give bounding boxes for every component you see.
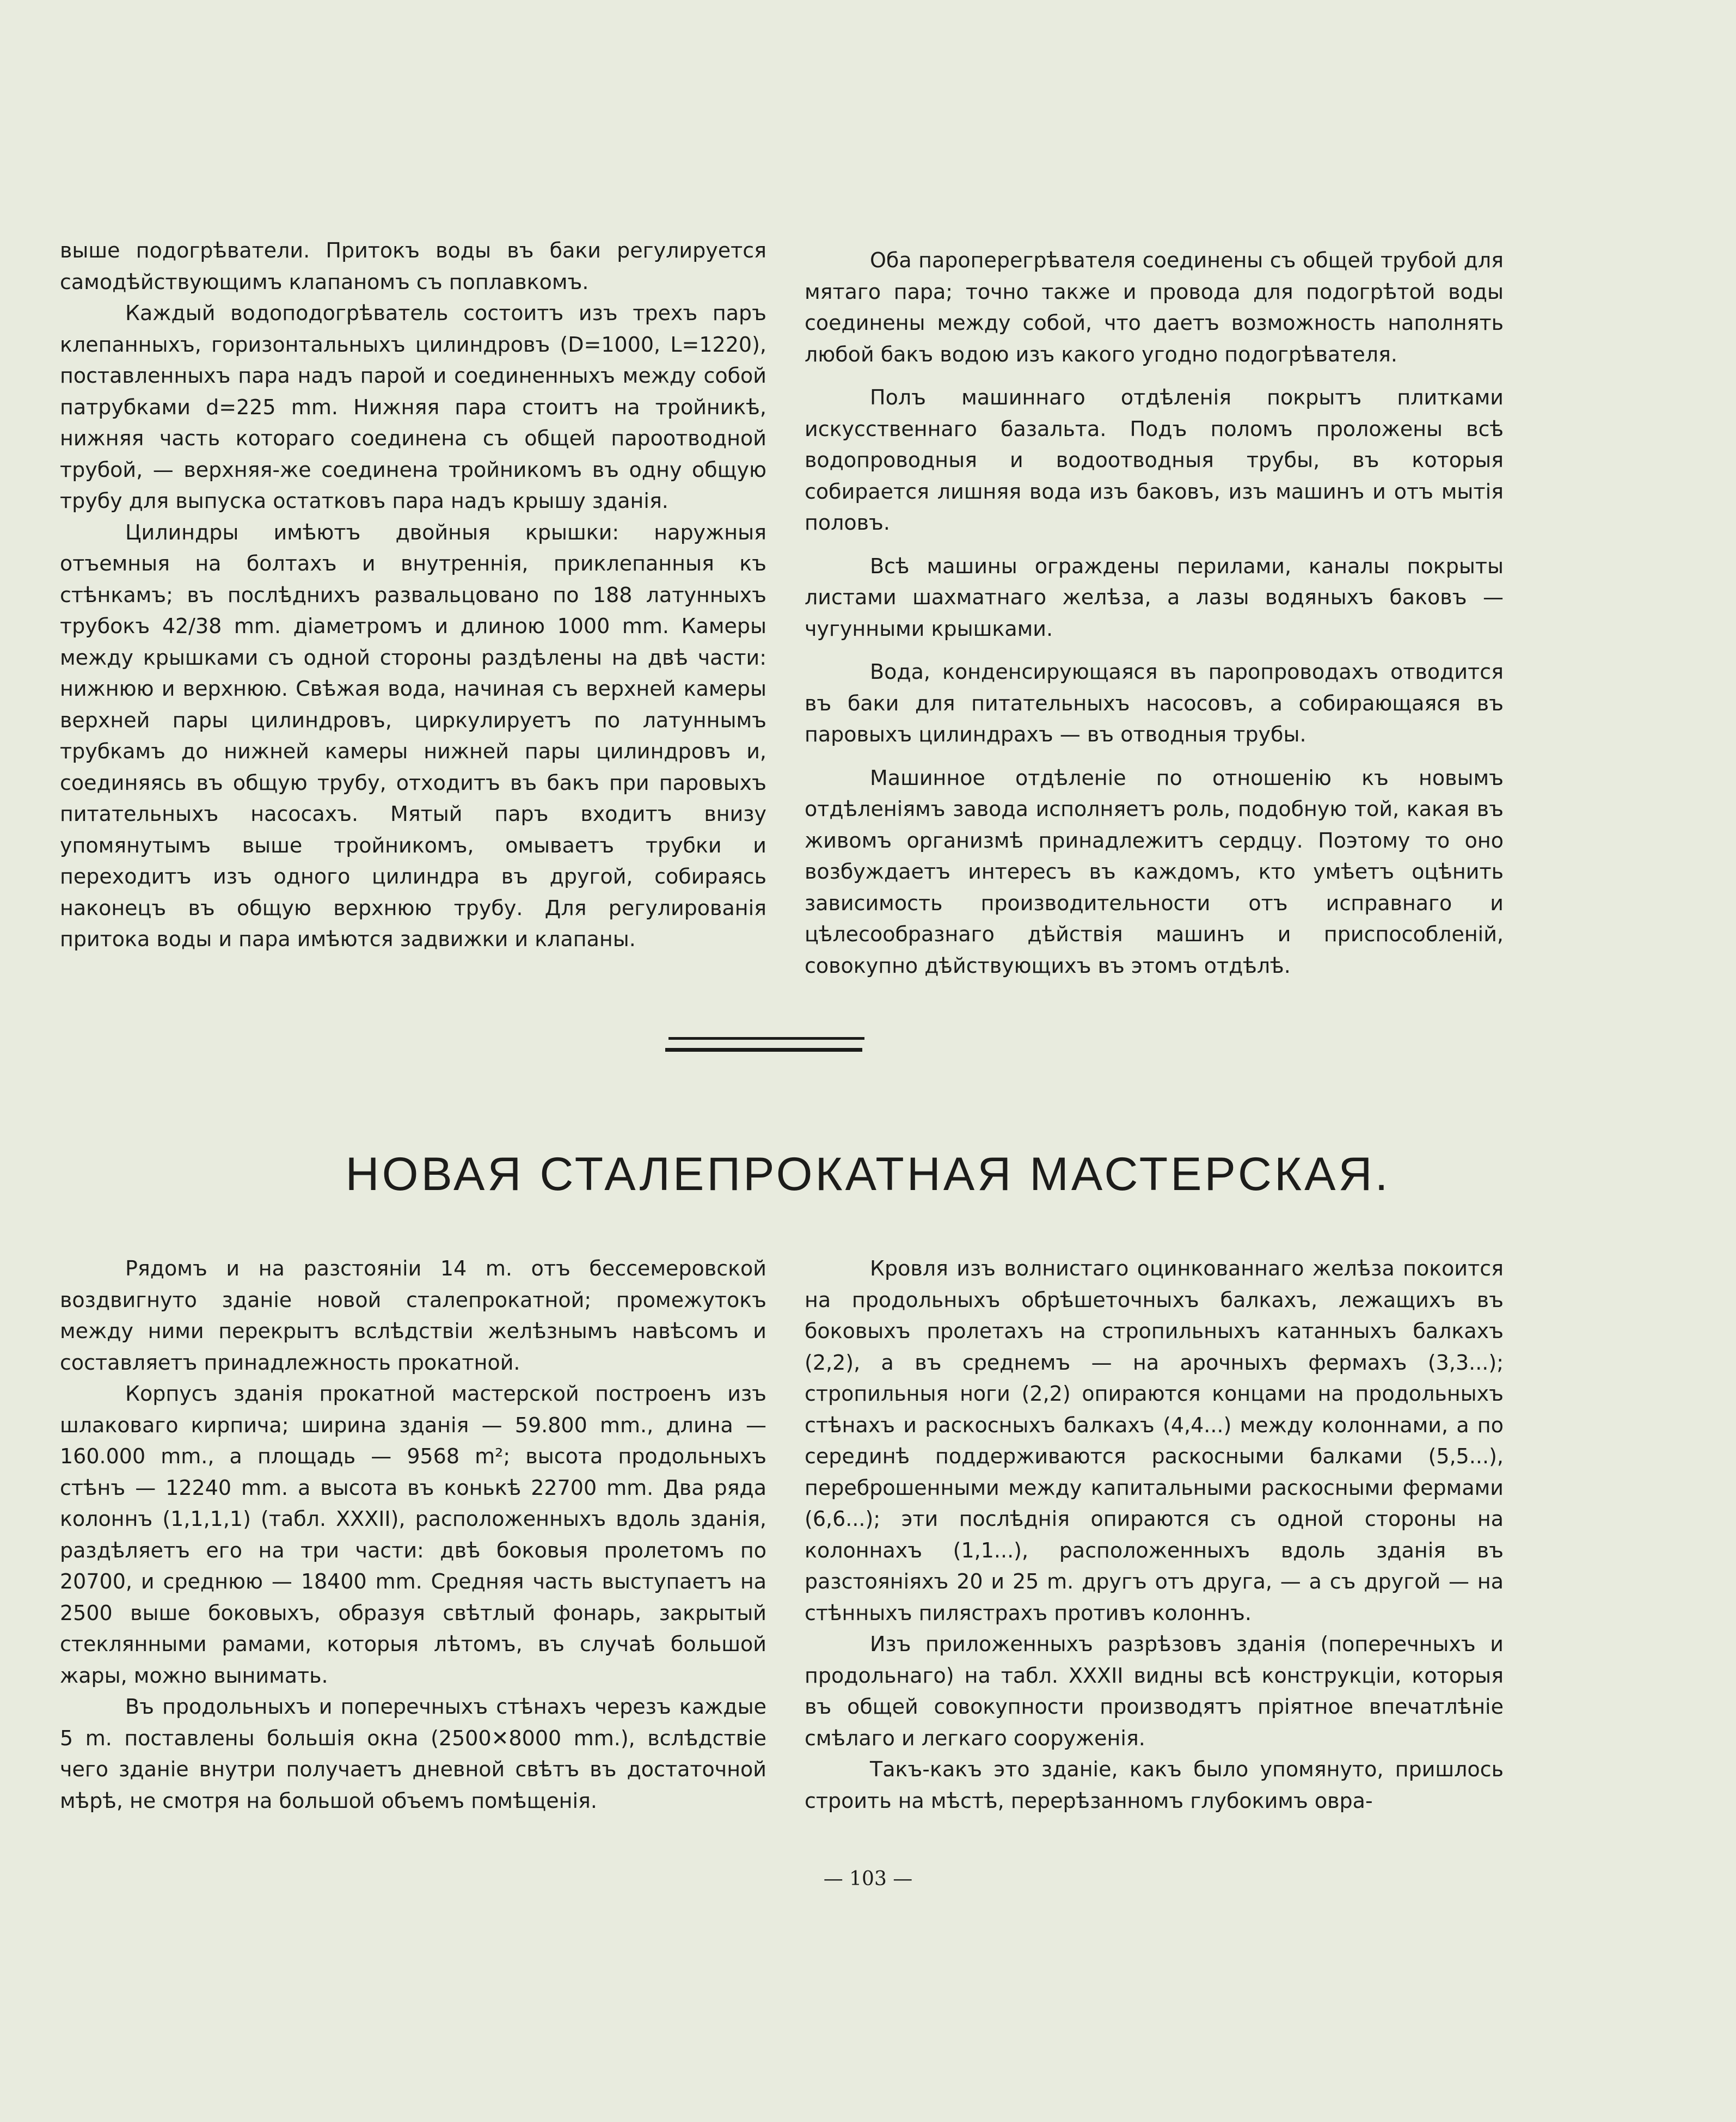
paragraph: Такъ-какъ это зданіе, какъ было упомянуто, пришлось строить на мѣстѣ, перерѣзанномъ глубокимъ овра- (805, 1757, 1504, 1813)
paragraph: выше подогрѣватели. Притокъ воды въ баки регулируется самодѣйствующимъ клапаномъ съ поплавкомъ. (60, 238, 766, 294)
paragraph: Машинное отдѣленіе по отношенію къ новымъ отдѣленіямъ завода исполняетъ роль, подобную той, какая въ живомъ организмѣ принадлежитъ сердцу. Поэтому то оно возбуждаетъ интересъ въ каждомъ, кто умѣетъ оцѣнить зависимость производительности отъ исправнаго и цѣлесообразнаго дѣйствія машинъ и приспособленій, совокупно дѣйствующихъ въ этомъ отдѣлѣ. (805, 765, 1504, 978)
paragraph: Корпусъ зданія прокатной мастерской построенъ изъ шлаковаго кирпича; ширина зданія — 59.800 mm., длина — 160.000 mm., а площадь — 9568 m²; высота продольныхъ стѣнъ — 12240 mm. а высота въ конькѣ 22700 mm. Два ряда колоннъ (1,1,1,1) (табл. XXXII), расположенныхъ вдоль зданія, раздѣляетъ его на три части: двѣ боковыя пролетомъ по 20700, и среднюю — 18400 mm. Средняя часть выступаетъ на 2500 выше боковыхъ, образуя свѣтлый фонарь, закрытый стеклянными рамами, которыя лѣтомъ, въ случаѣ большой жары, можно вынимать. (60, 1382, 766, 1688)
paragraph: Всѣ машины ограждены перилами, каналы покрыты листами шахматнаго желѣза, а лазы водяныхъ баковъ — чугунными крышками. (805, 554, 1504, 641)
section-divider-bottom (665, 1048, 862, 1052)
paragraph: Цилиндры имѣютъ двойныя крышки: наружныя отъемныя на болтахъ и внутреннія, приклепанныя къ стѣнкамъ; въ послѣднихъ развальцовано по 188 латунныхъ трубокъ 42/38 mm. діаметромъ и длиною 1000 mm. Камеры между крышками съ одной стороны раздѣлены на двѣ части: нижнюю и верхнюю. Свѣжая вода, начиная съ верхней камеры верхней пары цилиндровъ, циркулируетъ по латуннымъ трубкамъ до нижней камеры нижней пары цилиндровъ и, соединяясь въ общую трубу, отходитъ въ бакъ при паровыхъ питательныхъ насосахъ. Мятый паръ входитъ внизу упомянутымъ выше тройникомъ, омываетъ трубки и переходитъ изъ одного цилиндра въ другой, собираясь наконецъ въ общую верхнюю трубу. Для регулированія притока воды и пара имѣются задвижки и клапаны. (60, 520, 766, 951)
paragraph: Изъ приложенныхъ разрѣзовъ зданія (поперечныхъ и продольнаго) на табл. XXXII видны всѣ конструкціи, которыя въ общей совокупности производятъ пріятное впечатлѣніе смѣлаго и легкаго сооруженія. (805, 1632, 1504, 1750)
bottom-left-column (60, 1253, 766, 1817)
bottom-right-column (805, 1253, 1504, 1817)
paragraph: Полъ машиннаго отдѣленія покрытъ плитками искусственнаго базальта. Подъ поломъ проложены всѣ водопроводныя и водоотводныя трубы, въ которыя собирается лишняя вода изъ баковъ, изъ машинъ и отъ мытія половъ. (805, 385, 1504, 535)
page-number: — 103 — (823, 1868, 913, 1890)
paragraph: Вода, конденсирующаяся въ паропроводахъ отводится въ баки для питательныхъ насосовъ, а собирающаяся въ паровыхъ цилиндрахъ — въ отводныя трубы. (805, 660, 1504, 746)
paragraph: Въ продольныхъ и поперечныхъ стѣнахъ черезъ каждые 5 m. поставлены большія окна (2500✕8000 mm.), вслѣдствіе чего зданіе внутри получаетъ дневной свѣтъ въ достаточной мѣрѣ, не смотря на большой объемъ помѣщенія. (60, 1695, 766, 1813)
paragraph: Оба пароперегрѣвателя соединены съ общей трубой для мятаго пара; точно также и провода для подогрѣтой воды соединены между собой, что даетъ возможность наполнять любой бакъ водою изъ какого угодно подогрѣвателя. (805, 248, 1504, 366)
top-left-column (60, 235, 766, 955)
top-right-column (805, 245, 1504, 982)
section-title: НОВАЯ СТАЛЕПРОКАТНАЯ МАСТЕРСКАЯ. (345, 1148, 1391, 1200)
section-divider-top (668, 1037, 864, 1040)
paragraph: Рядомъ и на разстояніи 14 m. отъ бессемеровской воздвигнуто зданіе новой сталепрокатной; промежутокъ между ними перекрытъ вслѣдствіи желѣзнымъ навѣсомъ и составляетъ принадлежность прокатной. (60, 1256, 766, 1375)
paragraph: Кровля изъ волнистаго оцинкованнаго желѣза покоится на продольныхъ обрѣшеточныхъ балкахъ, лежащихъ въ боковыхъ пролетахъ на стропильныхъ катанныхъ балкахъ (2,2), а въ среднемъ — на арочныхъ фермахъ (3,3...); стропильныя ноги (2,2) опираются концами на продольныхъ стѣнахъ и раскосныхъ балкахъ (4,4...) между колоннами, а по серединѣ поддерживаются раскосными балками (5,5...), переброшенными между капитальными раскосными фермами (6,6...); эти послѣднія опираются съ одной стороны на колоннахъ (1,1...), расположенныхъ вдоль зданія въ разстояніяхъ 20 и 25 m. другъ отъ друга, — а съ другой — на стѣнныхъ пилястрахъ противъ колоннъ. (805, 1256, 1504, 1625)
paragraph: Каждый водоподогрѣватель состоитъ изъ трехъ паръ клепанныхъ, горизонтальныхъ цилиндровъ (D=1000, L=1220), поставленныхъ пара надъ парой и соединенныхъ между собой патрубками d=225 mm. Нижняя пара стоитъ на тройникѣ, нижняя часть котораго соединена съ общей пароотводной трубой, — верхняя-же соединена тройникомъ въ одну общую трубу для выпуска остатковъ пара надъ крышу зданія. (60, 301, 766, 513)
